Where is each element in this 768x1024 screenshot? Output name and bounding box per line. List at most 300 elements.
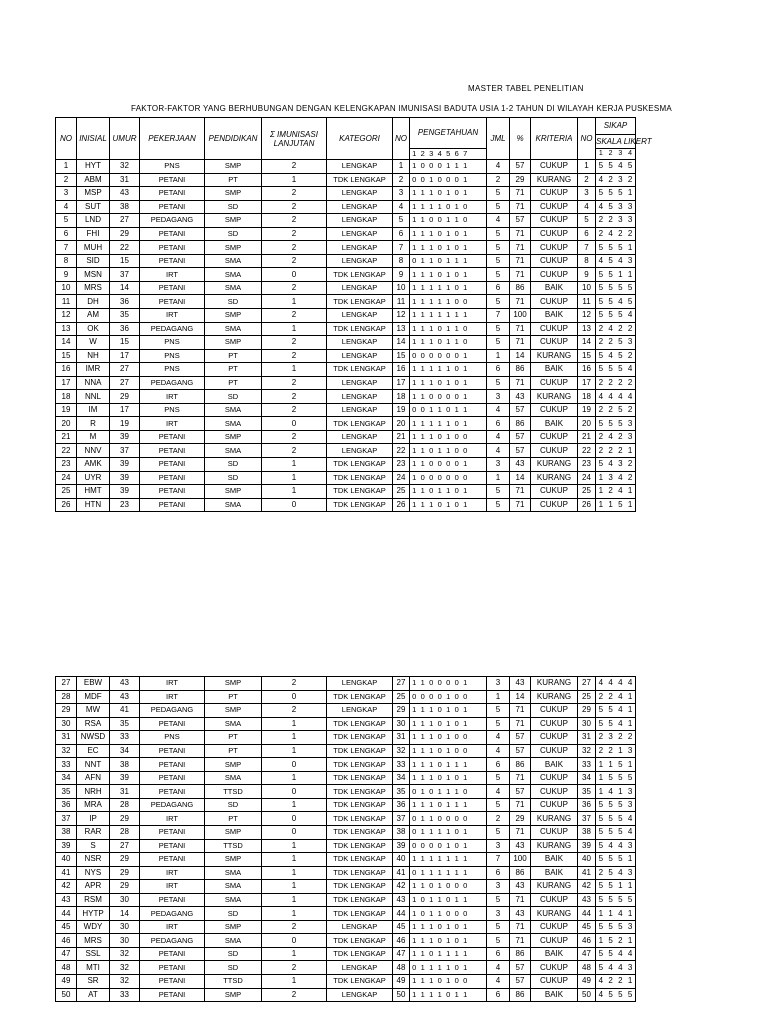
pengetahuan-answer: 1	[412, 310, 417, 320]
pengetahuan-answer: 0	[446, 908, 451, 918]
cell-no: 32	[56, 744, 77, 758]
pengetahuan-answer: 0	[420, 174, 425, 184]
pengetahuan-answer: 1	[412, 418, 417, 428]
cell-umur: 22	[110, 241, 140, 255]
cell-inisial: EBW	[77, 677, 110, 691]
cell-jml: 6	[487, 988, 510, 1002]
cell-pekerjaan: PETANI	[140, 988, 205, 1002]
cell-no: 45	[56, 920, 77, 934]
sikap-score: 4	[627, 310, 633, 320]
cell-pengetahuan	[410, 471, 487, 485]
cell-pengetahuan	[410, 444, 487, 458]
pengetahuan-answer: 0	[454, 881, 459, 891]
cell-pekerjaan: IRT	[140, 880, 205, 894]
header-pengetahuan: PENGETAHUAN	[410, 118, 487, 149]
cell-umur: 34	[110, 744, 140, 758]
sikap-score: 5	[598, 269, 604, 279]
cell-jml: 4	[487, 785, 510, 799]
pengetahuan-answer: 1	[454, 201, 459, 211]
sikap-score: 2	[627, 405, 633, 415]
cell-persen: 71	[510, 376, 531, 390]
pengetahuan-answer: 1	[446, 296, 451, 306]
pengetahuan-answer: 1	[429, 337, 434, 347]
cell-no: 29	[56, 704, 77, 718]
cell-pendidikan: SD	[205, 798, 262, 812]
sikap-score: 4	[598, 391, 604, 401]
cell-persen: 57	[510, 744, 531, 758]
cell-jml: 5	[487, 498, 510, 512]
cell-imunisasi: 2	[262, 200, 327, 214]
pengetahuan-answer: 1	[429, 705, 434, 715]
cell-pekerjaan: PETANI	[140, 295, 205, 309]
cell-no3: 33	[578, 758, 596, 772]
pengetahuan-answer: 0	[420, 472, 425, 482]
cell-persen: 43	[510, 677, 531, 691]
cell-imunisasi: 1	[262, 471, 327, 485]
cell-kriteria: KURANG	[531, 677, 578, 691]
pengetahuan-answer: 1	[446, 935, 451, 945]
pengetahuan-answer: 0	[437, 813, 442, 823]
sikap-score: 2	[608, 405, 613, 415]
cell-pekerjaan: PETANI	[140, 187, 205, 201]
table-row	[56, 403, 636, 417]
cell-persen: 71	[510, 771, 531, 785]
pengetahuan-answer: 0	[454, 242, 459, 252]
cell-sikap	[596, 839, 636, 853]
pengetahuan-answer: 0	[463, 472, 468, 482]
pengetahuan-answer: 0	[463, 323, 468, 333]
pengetahuan-answer: 1	[463, 773, 468, 783]
cell-persen: 71	[510, 187, 531, 201]
sikap-score: 5	[618, 895, 623, 905]
cell-sikap	[596, 309, 636, 323]
cell-no: 34	[56, 771, 77, 785]
pengetahuan-answer: 1	[420, 215, 425, 225]
pengetahuan-answer: 0	[454, 962, 459, 972]
cell-no2: 30	[393, 717, 410, 731]
header-pengetahuan-numbers	[410, 149, 487, 160]
cell-imunisasi: 1	[262, 880, 327, 894]
sikap-score: 5	[608, 854, 613, 864]
cell-kategori: TDK LENGKAP	[327, 866, 393, 880]
cell-kriteria: CUKUP	[531, 934, 578, 948]
pengetahuan-answer: 1	[437, 310, 442, 320]
cell-umur: 37	[110, 268, 140, 282]
cell-pekerjaan: PNS	[140, 403, 205, 417]
pengetahuan-answer: 1	[454, 405, 459, 415]
cell-persen: 71	[510, 268, 531, 282]
pengetahuan-answer: 0	[437, 337, 442, 347]
cell-inisial: M	[77, 430, 110, 444]
cell-kriteria: KURANG	[531, 880, 578, 894]
cell-inisial: SR	[77, 975, 110, 989]
pengetahuan-answer: 1	[412, 499, 417, 509]
cell-kriteria: CUKUP	[531, 200, 578, 214]
sikap-score: 5	[608, 773, 613, 783]
pengetahuan-answer: 0	[437, 840, 442, 850]
pengetahuan-answer: 0	[429, 161, 434, 171]
pengetahuan-answer: 0	[437, 705, 442, 715]
cell-imunisasi: 2	[262, 254, 327, 268]
cell-no: 36	[56, 798, 77, 812]
cell-no3: 25	[578, 690, 596, 704]
cell-pengetahuan	[410, 241, 487, 255]
pengetahuan-answer: 0	[437, 800, 442, 810]
cell-pekerjaan: IRT	[140, 866, 205, 880]
pengetahuan-answer: 0	[454, 174, 459, 184]
cell-jml: 6	[487, 866, 510, 880]
cell-pendidikan: SMP	[205, 214, 262, 228]
cell-no2: 27	[393, 677, 410, 691]
cell-pendidikan: TTSD	[205, 785, 262, 799]
cell-persen: 43	[510, 839, 531, 853]
cell-persen: 71	[510, 200, 531, 214]
cell-pekerjaan: PETANI	[140, 717, 205, 731]
cell-pekerjaan: PETANI	[140, 498, 205, 512]
cell-sikap	[596, 336, 636, 350]
cell-pendidikan: SMA	[205, 403, 262, 417]
cell-inisial: AM	[77, 309, 110, 323]
cell-kriteria: CUKUP	[531, 785, 578, 799]
header-imunisasi: Σ IMUNISASI LANJUTAN	[262, 118, 327, 160]
cell-kriteria: CUKUP	[531, 322, 578, 336]
pengetahuan-answer: 1	[429, 976, 434, 986]
cell-umur: 43	[110, 187, 140, 201]
cell-pekerjaan: PETANI	[140, 826, 205, 840]
cell-no2: 33	[393, 758, 410, 772]
pengetahuan-answer: 0	[437, 215, 442, 225]
table-row	[56, 866, 636, 880]
cell-kriteria: KURANG	[531, 458, 578, 472]
sikap-score: 4	[618, 256, 623, 266]
pengetahuan-answer: 1	[429, 201, 434, 211]
table-row	[56, 417, 636, 431]
cell-kategori: TDK LENGKAP	[327, 893, 393, 907]
cell-inisial: UYR	[77, 471, 110, 485]
pengetahuan-answer: 1	[446, 705, 451, 715]
cell-no3: 29	[578, 704, 596, 718]
cell-kriteria: KURANG	[531, 812, 578, 826]
cell-pendidikan: SMA	[205, 322, 262, 336]
cell-imunisasi: 2	[262, 444, 327, 458]
cell-no: 42	[56, 880, 77, 894]
pengetahuan-answer: 1	[463, 418, 468, 428]
cell-no: 43	[56, 893, 77, 907]
pengetahuan-answer: 1	[420, 269, 425, 279]
cell-persen: 71	[510, 704, 531, 718]
pengetahuan-answer: 1	[454, 323, 459, 333]
sikap-score: 5	[608, 201, 613, 211]
sikap-score: 2	[618, 432, 623, 442]
sikap-score: 4	[598, 201, 604, 211]
cell-imunisasi: 1	[262, 173, 327, 187]
pengetahuan-answer: 1	[446, 840, 451, 850]
cell-no3: 49	[578, 975, 596, 989]
pengetahuan-answer: 1	[412, 391, 417, 401]
cell-pendidikan: SD	[205, 947, 262, 961]
cell-no2: 10	[393, 281, 410, 295]
pengetahuan-answer: 0	[454, 472, 459, 482]
cell-pengetahuan	[410, 744, 487, 758]
sikap-score: 5	[608, 418, 613, 428]
cell-sikap	[596, 975, 636, 989]
cell-no2: 22	[393, 444, 410, 458]
cell-jml: 4	[487, 961, 510, 975]
pengetahuan-answer: 0	[454, 296, 459, 306]
cell-sikap	[596, 376, 636, 390]
cell-jml: 5	[487, 376, 510, 390]
cell-no2: 25	[393, 485, 410, 499]
sikap-score: 5	[598, 296, 604, 306]
cell-pendidikan: SD	[205, 200, 262, 214]
cell-pekerjaan: PETANI	[140, 744, 205, 758]
cell-umur: 30	[110, 920, 140, 934]
pengetahuan-answer: 1	[463, 718, 468, 728]
table-row	[56, 187, 636, 201]
sikap-score: 3	[627, 786, 633, 796]
table-row	[56, 173, 636, 187]
pengetahuan-answer: 1	[420, 242, 425, 252]
pengetahuan-answer: 1	[412, 678, 417, 688]
cell-pekerjaan: PETANI	[140, 839, 205, 853]
cell-persen: 43	[510, 458, 531, 472]
table-row	[56, 839, 636, 853]
cell-persen: 57	[510, 403, 531, 417]
cell-sikap	[596, 853, 636, 867]
cell-pengetahuan	[410, 812, 487, 826]
cell-persen: 86	[510, 363, 531, 377]
pengetahuan-answer: 1	[412, 229, 417, 238]
pengetahuan-answer: 1	[446, 949, 451, 959]
cell-pengetahuan	[410, 309, 487, 323]
pengetahuan-answer: 1	[420, 827, 425, 837]
table-row	[56, 920, 636, 934]
pengetahuan-answer: 1	[412, 283, 417, 293]
cell-umur: 28	[110, 798, 140, 812]
pengetahuan-answer: 0	[463, 881, 468, 891]
pengetahuan-answer: 0	[454, 976, 459, 986]
pengetahuan-answer: 1	[420, 499, 425, 509]
pengetahuan-answer: 1	[412, 773, 417, 783]
cell-sikap	[596, 826, 636, 840]
pengetahuan-answer: 1	[420, 283, 425, 293]
cell-no: 27	[56, 677, 77, 691]
cell-jml: 5	[487, 771, 510, 785]
cell-imunisasi: 2	[262, 988, 327, 1002]
cell-sikap	[596, 704, 636, 718]
table-row	[56, 485, 636, 499]
table-row	[56, 826, 636, 840]
cell-pendidikan: SMP	[205, 704, 262, 718]
cell-no2: 44	[393, 907, 410, 921]
pengetahuan-answer: 1	[420, 364, 425, 374]
pengetahuan-answer: 1	[437, 486, 442, 496]
sikap-score: 1	[618, 269, 623, 279]
pengetahuan-answer: 1	[412, 337, 417, 347]
cell-no3: 31	[578, 731, 596, 745]
pengetahuan-answer: 0	[446, 678, 451, 688]
cell-umur: 31	[110, 173, 140, 187]
sikap-score: 1	[627, 705, 633, 715]
table-row	[56, 677, 636, 691]
pengetahuan-answer: 1	[463, 242, 468, 252]
cell-kategori: LENGKAP	[327, 241, 393, 255]
cell-imunisasi: 2	[262, 961, 327, 975]
pengetahuan-answer: 0	[437, 256, 442, 266]
cell-jml: 3	[487, 907, 510, 921]
cell-pekerjaan: PNS	[140, 160, 205, 174]
sikap-score: 5	[598, 962, 604, 972]
cell-pendidikan: SMP	[205, 336, 262, 350]
pengetahuan-answer: 0	[454, 378, 459, 388]
cell-no2: 8	[393, 254, 410, 268]
pengetahuan-answer: 1	[463, 364, 468, 374]
sikap-score: 5	[608, 881, 613, 891]
cell-no2: 2	[393, 173, 410, 187]
pengetahuan-answer: 1	[446, 378, 451, 388]
cell-pendidikan: SMA	[205, 893, 262, 907]
cell-imunisasi: 2	[262, 214, 327, 228]
sikap-score: 2	[598, 337, 604, 347]
cell-pekerjaan: PETANI	[140, 785, 205, 799]
page-title: MASTER TABEL PENELITIAN	[468, 84, 584, 93]
pengetahuan-answer: 1	[437, 418, 442, 428]
cell-umur: 37	[110, 444, 140, 458]
table-row	[56, 785, 636, 799]
sikap-score: 5	[598, 800, 604, 810]
pengetahuan-answer: 1	[437, 445, 442, 455]
pengetahuan-answer: 1	[446, 256, 451, 266]
pengetahuan-answer: 0	[454, 188, 459, 198]
cell-kategori: TDK LENGKAP	[327, 880, 393, 894]
cell-pekerjaan: PETANI	[140, 758, 205, 772]
pengetahuan-answer: 0	[454, 827, 459, 837]
cell-pengetahuan	[410, 920, 487, 934]
sikap-score: 1	[598, 472, 604, 482]
cell-no3: 36	[578, 798, 596, 812]
sikap-score: 4	[618, 691, 623, 701]
cell-umur: 39	[110, 458, 140, 472]
sikap-score: 5	[608, 800, 613, 810]
sikap-score: 5	[598, 922, 604, 932]
cell-imunisasi: 1	[262, 322, 327, 336]
pengetahuan-answer: 1	[420, 445, 425, 455]
sikap-score: 1	[627, 935, 633, 945]
pengetahuan-answer: 0	[454, 283, 459, 293]
cell-kategori: TDK LENGKAP	[327, 458, 393, 472]
cell-inisial: EC	[77, 744, 110, 758]
pengetahuan-answer: 1	[446, 269, 451, 279]
sikap-score: 4	[618, 949, 623, 959]
cell-umur: 15	[110, 336, 140, 350]
pengetahuan-answer: 1	[429, 827, 434, 837]
cell-imunisasi: 1	[262, 947, 327, 961]
pengetahuan-answer: 0	[454, 935, 459, 945]
pengetahuan-answer: 0	[454, 229, 459, 238]
cell-kriteria: KURANG	[531, 471, 578, 485]
pengetahuan-answer: 1	[412, 459, 417, 469]
sikap-score: 4	[618, 908, 623, 918]
sikap-score: 4	[608, 786, 613, 796]
cell-sikap	[596, 893, 636, 907]
pengetahuan-answer: 1	[454, 215, 459, 225]
sikap-score: 2	[618, 445, 623, 455]
pengetahuan-answer: 0	[454, 459, 459, 469]
pengetahuan-answer: 0	[437, 174, 442, 184]
cell-umur: 30	[110, 934, 140, 948]
table-row	[56, 281, 636, 295]
pengetahuan-answer: 1	[429, 922, 434, 932]
cell-kategori: TDK LENGKAP	[327, 853, 393, 867]
pengetahuan-answer: 1	[412, 800, 417, 810]
pengetahuan-item-number: 5	[446, 149, 451, 158]
header-skala-likert: SKALA LIKERT	[596, 135, 636, 149]
pengetahuan-answer: 1	[446, 229, 451, 238]
pengetahuan-answer: 1	[429, 773, 434, 783]
pengetahuan-item-number: 4	[437, 149, 442, 158]
sikap-score: 5	[608, 705, 613, 715]
pengetahuan-answer: 0	[463, 445, 468, 455]
pengetahuan-answer: 0	[454, 922, 459, 932]
sikap-score: 3	[627, 962, 633, 972]
cell-inisial: MW	[77, 704, 110, 718]
cell-persen: 43	[510, 907, 531, 921]
pengetahuan-answer: 1	[412, 201, 417, 211]
pengetahuan-answer: 1	[437, 405, 442, 415]
cell-imunisasi: 2	[262, 430, 327, 444]
cell-umur: 19	[110, 417, 140, 431]
pengetahuan-answer: 0	[463, 296, 468, 306]
pengetahuan-answer: 0	[420, 161, 425, 171]
cell-pekerjaan: PETANI	[140, 771, 205, 785]
cell-pengetahuan	[410, 254, 487, 268]
pengetahuan-answer: 1	[454, 759, 459, 769]
cell-inisial: MTI	[77, 961, 110, 975]
pengetahuan-answer: 0	[454, 350, 459, 360]
cell-no2: 39	[393, 839, 410, 853]
cell-pendidikan: SMP	[205, 187, 262, 201]
cell-no2: 50	[393, 988, 410, 1002]
cell-no: 50	[56, 988, 77, 1002]
header-persen: %	[510, 118, 531, 160]
table-row	[56, 200, 636, 214]
sikap-score: 2	[598, 432, 604, 442]
sikap-score: 5	[618, 350, 623, 360]
cell-no2: 11	[393, 295, 410, 309]
cell-no2: 47	[393, 947, 410, 961]
sikap-score: 5	[608, 256, 613, 266]
cell-jml: 4	[487, 430, 510, 444]
sikap-score: 4	[618, 678, 623, 688]
pengetahuan-answer: 1	[454, 989, 459, 999]
pengetahuan-answer: 1	[420, 256, 425, 266]
cell-imunisasi: 2	[262, 336, 327, 350]
cell-no3: 4	[578, 200, 596, 214]
pengetahuan-answer: 0	[454, 499, 459, 509]
cell-pekerjaan: PNS	[140, 336, 205, 350]
pengetahuan-answer: 1	[429, 310, 434, 320]
pengetahuan-answer: 0	[420, 350, 425, 360]
pengetahuan-answer: 1	[429, 188, 434, 198]
cell-kategori: LENGKAP	[327, 430, 393, 444]
cell-no2: 20	[393, 417, 410, 431]
sikap-score: 5	[618, 759, 623, 769]
cell-pekerjaan: PETANI	[140, 961, 205, 975]
cell-pengetahuan	[410, 853, 487, 867]
pengetahuan-answer: 0	[412, 350, 417, 360]
pengetahuan-answer: 0	[454, 691, 459, 701]
cell-umur: 31	[110, 785, 140, 799]
